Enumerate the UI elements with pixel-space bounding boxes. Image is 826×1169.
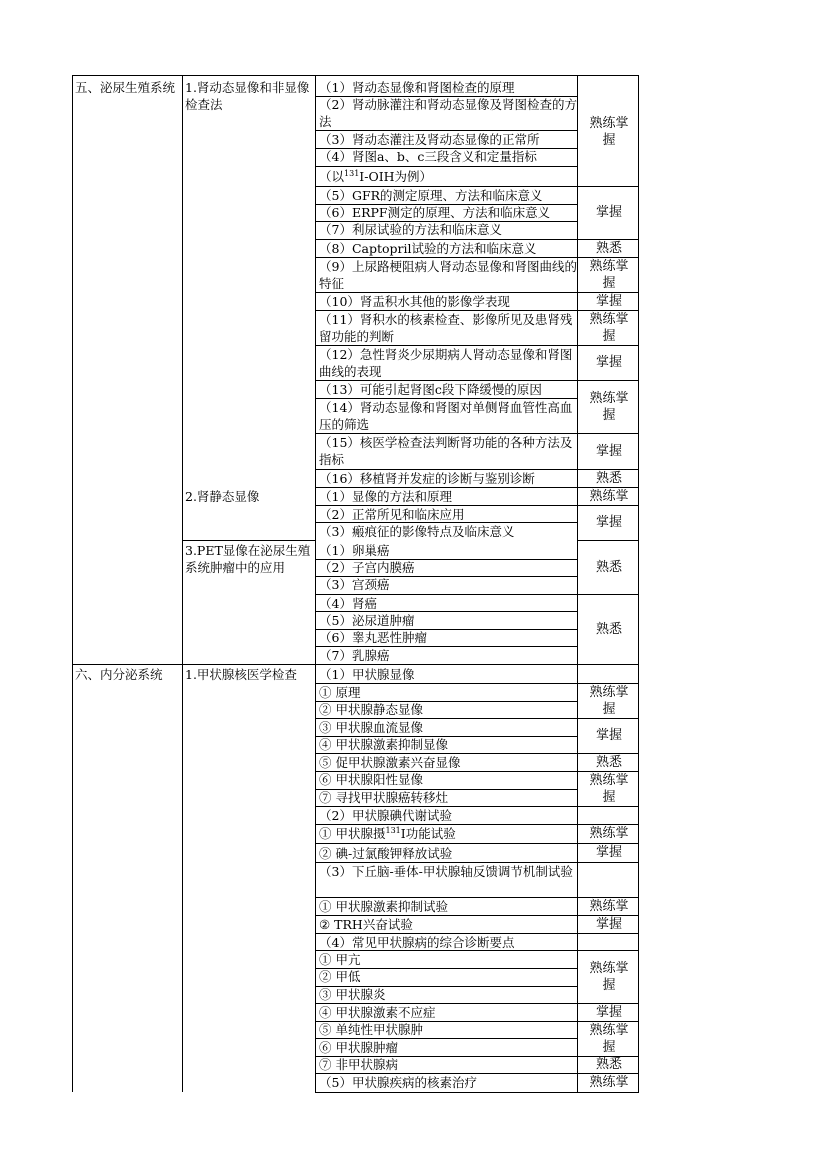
grid-hline [315,968,578,969]
grid-hline [315,594,578,595]
grid-hline [577,753,639,754]
level-cell: 熟悉 [595,470,622,486]
grid-hline [577,950,639,951]
grid-hline [315,522,578,523]
grid-hline [577,505,639,506]
level-cell: 熟悉 [595,1057,622,1072]
grid-hline [315,1056,578,1057]
grid-hline [577,1056,639,1057]
item-28: ① 原理 [319,685,361,700]
topic-renal-dynamic: 1.肾动态显像和非显像检查法 [185,80,310,112]
level-cell: 熟练掌 [589,488,629,504]
item-37: ② 碘-过氯酸钾释放试验 [319,846,453,861]
level-cell: 熟练掌握 [589,684,629,717]
level-cell: 掌握 [595,293,622,309]
grid-hline [315,915,578,916]
level-cell: 熟练掌握 [589,311,629,344]
grid-hline [315,753,578,754]
level-cell: 掌握 [595,355,622,370]
level-cell: 熟练掌握 [589,258,629,291]
grid-vline [638,75,639,1092]
grid-hline [315,701,578,702]
grid-hline [72,664,639,665]
grid-hline [577,345,639,346]
grid-hline [315,148,578,149]
grid-hline [315,736,578,737]
grid-vline [577,75,578,1092]
level-cell: 熟练掌 [589,1074,629,1090]
level-cell: 熟练掌 [589,898,629,914]
item-17: （1）显像的方法和原理 [319,489,452,504]
item-26: （7）乳腺癌 [319,648,390,663]
grid-hline [577,771,639,772]
grid-hline [577,862,639,863]
grid-hline [315,310,578,311]
grid-hline [577,257,639,258]
grid-vline [315,75,316,1092]
grid-hline [577,310,639,311]
grid-hline [315,718,578,719]
grid-vline [182,75,183,1092]
grid-hline [315,204,578,205]
topic-renal-static: 2.肾静态显像 [185,489,260,504]
topic-thyroid: 1.甲状腺核医学检查 [185,667,297,682]
item-11: （11）肾积水的核素检查、影像所见及患肾残留功能的判断 [319,312,573,344]
grid-hline [315,96,578,97]
level-cell: 掌握 [595,443,622,459]
item-10: （10）肾盂积水其他的影像学表现 [319,294,510,309]
grid-hline [577,594,639,595]
grid-hline [577,806,639,807]
grid-hline [315,1092,639,1093]
grid-hline [315,950,578,951]
grid-hline [315,843,578,844]
grid-vline [72,75,73,1092]
item-30: ③ 甲状腺血流显像 [319,720,423,735]
grid-hline [315,824,578,825]
grid-hline [315,398,578,399]
grid-hline [577,540,639,541]
level-cell: 掌握 [595,205,622,220]
item-15: （15）核医学检查法判断肾功能的各种方法及指标 [319,435,573,467]
grid-hline [577,1073,639,1074]
grid-hline [315,933,578,934]
level-cell: 熟练掌握 [589,390,629,423]
grid-hline [315,505,578,506]
level-cell: 熟悉 [595,559,622,575]
item-5: （5）GFR的测定原理、方法和临床意义 [319,188,543,203]
item-44: ③ 甲状腺炎 [319,987,386,1002]
grid-hline [577,1021,639,1022]
grid-hline [577,683,639,684]
item-14: （14）肾动态显像和肾图对单侧肾血管性高血压的筛选 [319,400,573,432]
item-3: （3）肾动态灌注及肾动态显像的正常所 [319,132,540,147]
item-18: （2）正常所见和临床应用 [319,507,465,522]
item-13: （13）可能引起肾图c段下降缓慢的原因 [319,382,542,397]
grid-hline [577,915,639,916]
grid-hline [315,292,578,293]
grid-hline [315,469,578,470]
level-cell: 熟练掌握 [589,960,629,993]
item-9: （9）上尿路梗阻病人肾动态显像和肾图曲线的特征 [319,259,577,291]
item-19: （3）瘢痕征的影像特点及临床意义 [319,524,515,539]
level-cell: 熟悉 [595,240,622,256]
grid-hline [315,611,578,612]
grid-hline [315,789,578,790]
grid-hline [577,897,639,898]
level-cell: 掌握 [595,728,622,743]
item-43: ② 甲低 [319,969,361,984]
item-21: （2）子宫内膜癌 [319,560,415,575]
item-23: （4）肾癌 [319,596,377,611]
item-8: （8）Captopril试验的方法和临床意义 [319,241,537,256]
grid-hline [315,345,578,346]
item-12: （12）急性肾炎少尿期病人肾动态显像和肾图曲线的表现 [319,347,573,379]
item-36: ① 甲状腺摄$^{131}$I功能试验 [319,825,456,841]
grid-hline [577,292,639,293]
grid-hline [315,559,578,560]
topic-pet: 3.PET显像在泌尿生殖系统肿瘤中的应用 [185,543,311,575]
level-cell: 掌握 [595,1004,622,1020]
level-cell: 掌握 [595,845,622,860]
grid-hline [577,433,639,434]
grid-hline [315,862,578,863]
item-2: （2）肾动脉灌注和肾动态显像及肾图检查的方法 [319,97,577,129]
item-47: ⑥ 甲状腺肿瘤 [319,1040,398,1055]
item-31: ④ 甲状腺激素抑制显像 [319,737,448,752]
grid-hline [315,433,578,434]
item-4: （4）肾图a、b、c三段含义和定量指标 [319,149,537,164]
grid-hline [315,1073,578,1074]
grid-hline [315,166,578,167]
section-urogenital: 五、泌尿生殖系统 [75,80,176,95]
section-endocrine: 六、内分泌系统 [75,667,163,682]
level-cell: 熟练掌握 [589,116,629,148]
item-29: ② 甲状腺静态显像 [319,702,423,717]
grid-hline [315,1021,578,1022]
item-49: （5）甲状腺疾病的核素治疗 [319,1075,477,1090]
item-40: ② TRH兴奋试验 [319,917,413,932]
grid-hline [577,933,639,934]
grid-hline [315,646,578,647]
grid-hline [315,221,578,222]
grid-hline [577,824,639,825]
item-46: ⑤ 单纯性甲状腺肿 [319,1022,423,1037]
item-48: ⑦ 非甲状腺病 [319,1057,398,1072]
grid-hline [577,718,639,719]
grid-hline [315,771,578,772]
grid-hline [182,540,316,541]
grid-hline [315,239,578,240]
grid-hline [315,897,578,898]
level-cell: 熟练掌 [589,826,629,841]
item-35: （2）甲状腺碘代谢试验 [319,808,452,823]
grid-hline [315,576,578,577]
grid-hline [72,75,639,76]
grid-hline [315,130,578,131]
item-25: （6）睾丸恶性肿瘤 [319,630,427,645]
level-cell: 掌握 [595,916,622,932]
grid-hline [577,380,639,381]
grid-hline [315,380,578,381]
item-42: ① 甲亢 [319,952,361,967]
item-45: ④ 甲状腺激素不应症 [319,1005,436,1020]
item-7: （7）利尿试验的方法和临床意义 [319,222,502,237]
level-cell: 熟悉 [595,621,622,637]
item-33: ⑥ 甲状腺阳性显像 [319,772,423,787]
grid-hline [577,239,639,240]
grid-hline [315,186,578,187]
item-16: （16）移植肾并发症的诊断与鉴别诊断 [319,471,535,486]
grid-hline [315,629,578,630]
item-4-cont: （以$^{131}$I-OIH为例） [319,168,433,184]
level-cell: 熟悉 [595,754,622,770]
item-22: （3）宫颈癌 [319,577,390,592]
level-cell: 熟练掌握 [589,1022,629,1055]
grid-hline [315,1038,578,1039]
grid-hline [315,986,578,987]
item-34: ⑦ 寻找甲状腺癌转移灶 [319,790,448,805]
item-20: （1）卵巢癌 [319,543,390,558]
item-41: （4）常见甲状腺病的综合诊断要点 [319,935,515,950]
item-39: ① 甲状腺激素抑制试验 [319,899,448,914]
item-6: （6）ERPF测定的原理、方法和临床意义 [319,205,551,220]
grid-hline [577,1003,639,1004]
level-cell: 掌握 [595,515,622,530]
grid-hline [577,843,639,844]
grid-hline [315,806,578,807]
grid-hline [577,487,639,488]
level-cell: 熟练掌握 [589,772,629,805]
item-1: （1）肾动态显像和肾图检查的原理 [319,80,515,95]
item-24: （5）泌尿道肿瘤 [319,613,415,628]
item-32: ⑤ 促甲状腺激素兴奋显像 [319,755,461,770]
grid-hline [577,186,639,187]
item-38: （3）下丘脑-垂体-甲状腺轴反馈调节机制试验 [319,864,573,879]
grid-hline [577,469,639,470]
grid-hline [315,683,578,684]
grid-hline [315,1003,578,1004]
grid-hline [315,257,578,258]
item-27: （1）甲状腺显像 [319,667,415,682]
